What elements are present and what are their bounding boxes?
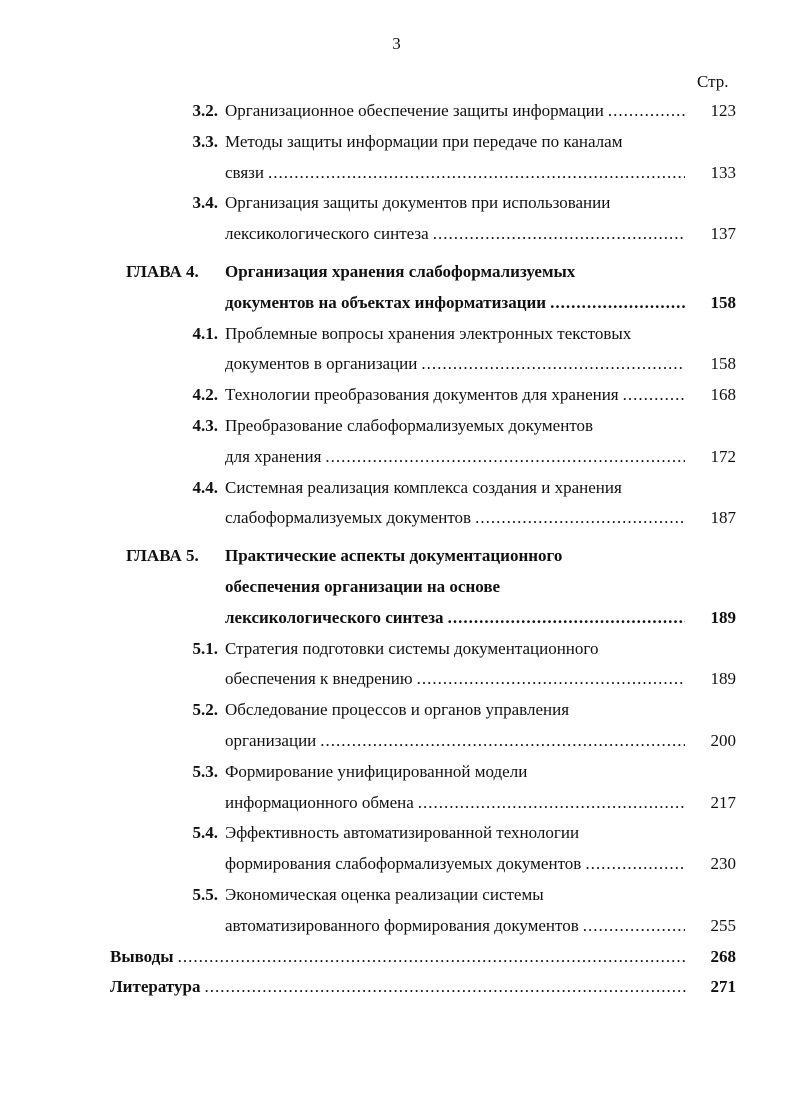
section-number: 4.2. xyxy=(192,385,218,405)
toc-entry xyxy=(0,380,793,411)
chapter-title: Организация хранения слабоформализуемых xyxy=(225,261,576,281)
section-number: 5.2. xyxy=(192,700,218,720)
chapter-title-cont: обеспечения организации на основе xyxy=(225,576,501,596)
section-number: 4.3. xyxy=(192,415,218,435)
section-title: Обследование процессов и органов управления xyxy=(225,700,570,720)
page-ref: 230 xyxy=(710,854,736,874)
section-title-cont: организации xyxy=(225,730,317,750)
section-title-cont: документов в организации xyxy=(225,354,418,374)
section-number: 5.5. xyxy=(192,884,218,904)
page-ref: 133 xyxy=(710,162,736,182)
page-number: 3 xyxy=(392,34,401,53)
toc-entry xyxy=(0,127,793,158)
page-ref: 158 xyxy=(710,292,736,312)
table-of-contents xyxy=(0,96,793,1003)
section-title-cont: информационного обмена xyxy=(225,792,414,812)
section-title: Формирование унифицированной модели xyxy=(225,761,528,781)
section-title-cont: слабоформализуемых документов xyxy=(225,508,472,528)
chapter-title-cont: лексикологического синтеза xyxy=(225,607,444,627)
section-number: 3.4. xyxy=(192,193,218,213)
page-ref: 217 xyxy=(710,792,736,812)
section-number: 4.4. xyxy=(192,477,218,497)
page-ref: 200 xyxy=(710,730,736,750)
page-ref: 168 xyxy=(710,385,736,405)
section-title: Эффективность автоматизированной технологии xyxy=(225,823,580,843)
toc-entry xyxy=(0,757,793,788)
page-ref: 123 xyxy=(710,101,736,120)
section-number: 4.1. xyxy=(192,323,218,343)
section-title: Системная реализация комплекса создания и хранения xyxy=(225,477,622,497)
toc-entry xyxy=(0,319,793,350)
chapter-number: ГЛАВА 4. xyxy=(126,261,199,281)
toc-entry xyxy=(0,473,793,504)
toc-chapter xyxy=(0,257,793,288)
section-title-cont: для хранения xyxy=(225,446,322,466)
toc-chapter xyxy=(0,541,793,572)
section-title: Стратегия подготовки системы документационного xyxy=(225,638,599,658)
page-ref: 189 xyxy=(710,607,736,627)
toc-literature xyxy=(0,972,793,1003)
page-ref: 268 xyxy=(710,946,736,966)
section-number: 5.3. xyxy=(192,761,218,781)
toc-entry xyxy=(0,188,793,219)
section-title: Методы защиты информации при передаче по каналам xyxy=(225,131,623,151)
section-title: Проблемные вопросы хранения электронных текстовых xyxy=(225,323,632,343)
section-title: Технологии преобразования документов для хранения xyxy=(225,385,619,405)
section-number: 3.3. xyxy=(192,131,218,151)
section-title-cont: лексикологического синтеза xyxy=(225,224,429,244)
pages-column-header: Стр. xyxy=(697,72,729,91)
page-ref: 187 xyxy=(710,508,736,528)
page-ref: 158 xyxy=(710,354,736,374)
chapter-title-cont: документов на объектах информатизации xyxy=(225,292,547,312)
chapter-number: ГЛАВА 5. xyxy=(126,546,199,566)
page-ref: 137 xyxy=(710,224,736,244)
section-number: 5.1. xyxy=(192,638,218,658)
toc-entry xyxy=(0,634,793,665)
section-title: Экономическая оценка реализации системы xyxy=(225,884,544,904)
toc-entry xyxy=(0,96,793,127)
section-number: 5.4. xyxy=(192,823,218,843)
section-title-cont: связи xyxy=(225,162,264,182)
toc-entry xyxy=(0,880,793,911)
toc-entry xyxy=(0,411,793,442)
section-title: Организационное обеспечение защиты информации xyxy=(225,101,604,120)
literature-label: Литература xyxy=(110,977,201,997)
page-ref: 172 xyxy=(710,446,736,466)
toc-entry xyxy=(0,695,793,726)
page-ref: 189 xyxy=(710,669,736,689)
toc-entry xyxy=(0,818,793,849)
section-title-cont: автоматизированного формирования документов xyxy=(225,915,579,935)
page-ref: 271 xyxy=(710,977,736,997)
section-title-cont: обеспечения к внедрению xyxy=(225,669,413,689)
conclusions-label: Выводы xyxy=(110,946,174,966)
section-number: 3.2. xyxy=(192,101,218,120)
page-ref: 255 xyxy=(710,915,736,935)
toc-conclusions xyxy=(0,942,793,973)
section-title: Организация защиты документов при использовании xyxy=(225,193,611,213)
chapter-title: Практические аспекты документационного xyxy=(225,546,563,566)
section-title-cont: формирования слабоформализуемых документов xyxy=(225,854,582,874)
section-title: Преобразование слабоформализуемых документов xyxy=(225,415,594,435)
